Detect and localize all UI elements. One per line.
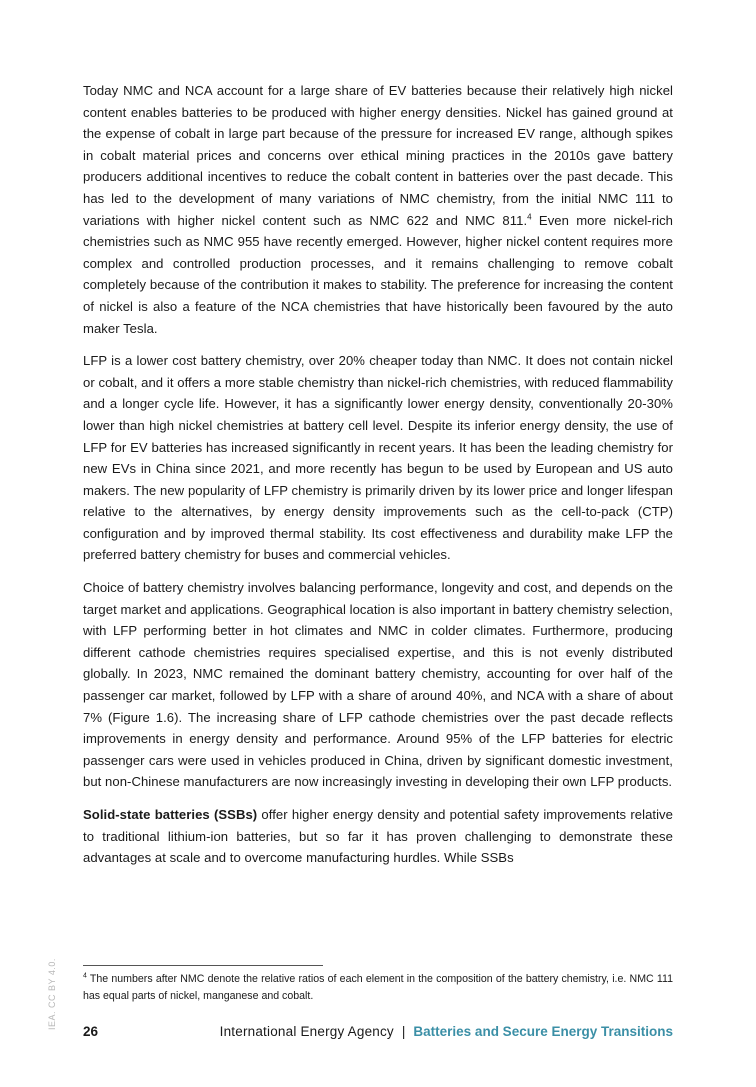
paragraph-solid-state-text: offer higher energy density and potential safety improvements relative to traditional lithium-ion batteries, but so far it has proven challenging to demonstrate these advantages at scale and to overcome manufacturing hurdles. While SSBs: [83, 807, 673, 866]
footnote-4: [83, 971, 673, 1004]
agency-name: International Energy Agency: [219, 1024, 394, 1039]
footnote-reference-4[interactable]: 4: [527, 212, 532, 222]
paragraph-solid-state: [83, 804, 673, 869]
report-title: Batteries and Secure Energy Transitions: [413, 1024, 673, 1039]
paragraph-lfp: LFP is a lower cost battery chemistry, over 20% cheaper today than NMC. It does not contain nickel or cobalt, and it offers a more stable chemistry than nickel-rich chemistries, with reduced flammability and a longer cycle life. However, it has a significantly lower energy density, conventionally 20-30% lower than high nickel chemistries at battery cell level. Despite its inferior energy density, the use of LFP for EV batteries has increased significantly in recent years. It has been the leading chemistry for new EVs in China since 2021, and more recently has begun to be used by European and US auto makers. The new popularity of LFP chemistry is primarily driven by its lower price and longer lifespan relative to the alternatives, by energy density improvements such as the cell-to-pack (CTP) configuration and by improved thermal stability. Its cost effectiveness and durability make LFP the preferred battery chemistry for buses and commercial vehicles.: [83, 353, 673, 563]
footnote-divider: [83, 965, 323, 966]
license-label: IEA. CC BY 4.0.: [47, 958, 57, 1030]
paragraph-battery-choice: Choice of battery chemistry involves balancing performance, longevity and cost, and depends on the target market and applications. Geographical location is also important in battery chemistry selection, with LFP performing better in hot climates and NMC in colder climates. Furthermore, producing different cathode chemistries requires specialised expertise, and this is not evenly distributed globally. In 2023, NMC remained the dominant battery chemistry, accounting for over half of the passenger car market, followed by LFP with a share of around 40%, and NCA with a share of about 7% (Figure 1.6). The increasing share of LFP cathode chemistries over the past decade reflects improvements in energy density and performance. Around 95% of the LFP batteries for electric passenger cars were used in vehicles produced in China, driven by significant domestic investment, but non-Chinese manufacturers are now increasingly investing in developing their own LFP products.: [83, 580, 673, 790]
footer-separator: |: [401, 1024, 406, 1039]
solid-state-term: Solid-state batteries (SSBs): [83, 807, 258, 822]
page-number: 26: [83, 1024, 99, 1039]
paragraph-nmc-nca-text-1: Today NMC and NCA account for a large share of EV batteries because their relatively high nickel content enables batteries to be produced with higher energy densities. Nickel has gained ground at the expense of cobalt in large part because of the pressure for increased EV range, although spikes in cobalt material prices and concerns over ethical mining practices in the 2010s gave battery producers additional incentives to reduce the cobalt content in batteries over the past decade. This has led to the development of many variations of NMC chemistry, from the initial NMC 111 to variations with higher nickel content such as NMC 622 and NMC 811.: [83, 83, 673, 228]
paragraph-nmc-nca-text-2: Even more nickel-rich chemistries such as NMC 955 have recently emerged. However, higher nickel content requires more complex and controlled production processes, and it remains challenging to remove cobalt completely because of the contribution it makes to stability. The preference for increasing the content of nickel is also a feature of the NCA chemistries that have historically been favoured by the auto maker Tesla.: [83, 212, 673, 336]
paragraph-nmc-nca: [83, 80, 673, 339]
page-footer: [83, 1024, 673, 1042]
main-text: [83, 80, 673, 880]
footnote-text: The numbers after NMC denote the relative ratios of each element in the composition of the battery chemistry, i.e. NMC 111 has equal parts of nickel, manganese and cobalt.: [83, 973, 673, 1002]
footer-title: [220, 1024, 673, 1039]
footnote-marker: 4: [83, 972, 87, 980]
